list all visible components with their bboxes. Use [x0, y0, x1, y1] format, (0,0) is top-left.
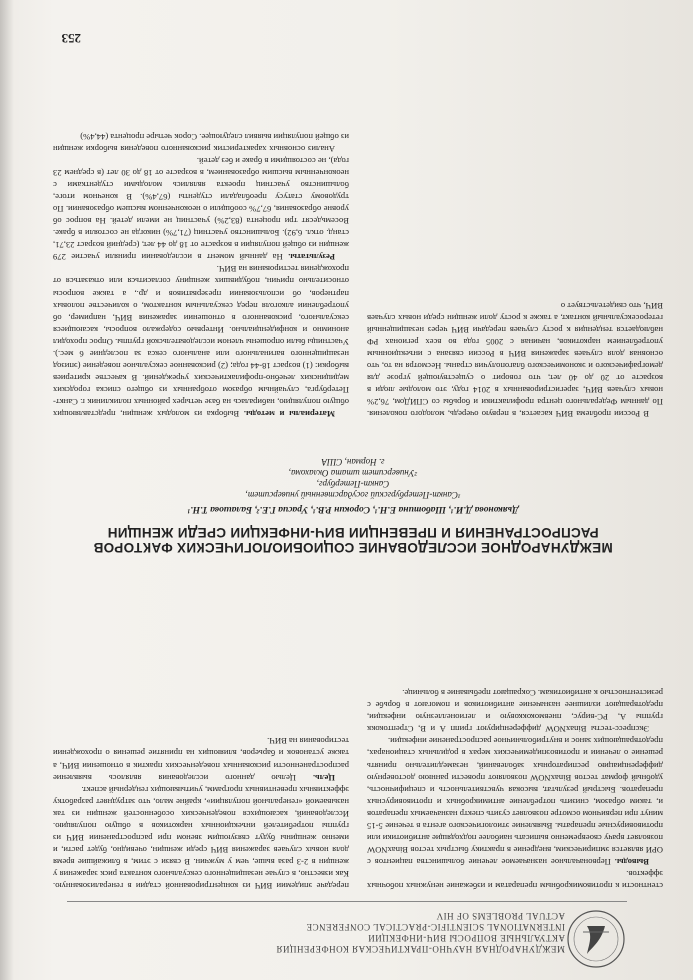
article2-right-para-1: Материалы и методы. Выборка из молодых женщин, представляющих общую популяцию, набиралась на базе четырех районных поликлиник г. Санкт-Петербурга, случайным образом отобранных из общего списка городских медицинских лечебно-профилактических учреждений. В качестве критериев выборки: (1) возраст 18-44 года; (2) рискованное сексуальное поведение (эпизод незащищенного вагинального или анального секса за последние 6 мес.). Участницы были опрошены членом исследовательской группы. Опрос проходил анонимно и конфиденциально. Интервью содержало вопросы, касающиеся сексуального, рискованного в отношении заражения ВИЧ, например, об употреблении алкоголя перед сексуальным контактом, о количестве половых партнеров, об использовании презервативов и др., а также вопросы относительно причин, побудивших женщину согласиться или отказаться от прохождения тестирования на ВИЧ. — [53, 264, 349, 419]
conference-logo-icon — [565, 906, 627, 972]
article2-title: МЕЖДУНАРОДНОЕ ИССЛЕДОВАНИЕ СОЦИОБИОЛОГИЧЕСКИХ ФАКТОРОВ РАСПРОСТРАНЕНИЯ И ПРЕВЕНЦИИ ВИЧ-ИНФЕКЦИИ СРЕДИ ЖЕНЩИН — [93, 525, 613, 555]
header-text — [85, 910, 565, 954]
header-line-2: АКТУАЛЬНЫЕ ВОПРОСЫ ВИЧ-ИНФЕКЦИИ — [367, 933, 565, 943]
article2-right-para-3: Анализ основных характеристик рискованного поведения выборки женщин из общей популяции выявил следующее. Сорок четыре процента (44,4%) — [53, 131, 349, 154]
header-line-4: ACTUAL PROBLEMS OF HIV — [436, 911, 565, 921]
article2-right-column — [53, 131, 349, 420]
article1-right-para-1: передаче эпидемии ВИЧ из концентрированной стадии в генерализованную. Как известно, в случае незащищенного сексуального контакта риск заражения у женщин в 2-3 раза выше, чем у мужчин. В связи с этим, в ближайшие время доля новых случаев заражения ВИЧ среди женщин, очевидно, будет расти, и именно женщины будут связующим звеном при распространении ВИЧ из группы потребителей инъекционных наркотиков в общую популяцию. Исследований, касающихся поведенческих особенностей женщин из так называемой «генеральной популяции», крайне мало, что затрудняет разработку эффективных превентивных программ, учитывающих гендерный аспект. — [53, 784, 349, 891]
article2-authors: Дьяконова Д.И.¹, Шаботина Е.Н.¹, Сорокин Р.В.¹, Урасиа Г.Е.², Балашова Т.Н.¹ — [187, 504, 519, 514]
article1-left-para-2: Выводы. Первоначальное назначаемое лечение большинства пациентов с ОРИ является эмпирическим, внедрение в практику быстрых тестов BinaxNOW позволяет врачу своевременно выписать наиболее подходящие антибиотики или противовирусные препараты. Выявление этиологического агента в течение 5-15 минут при первичном осмотре позволяет сузить спектр назначаемых препаратов и, таким образом, снизить потребление антимикробных и противовирусных препаратов. Быстрый результат, высокая чувствительность и специфичность, удобный формат тестов BinaxNOW позволяют провести раннюю достоверную дифференциацию респираторных заболеваний, незамедлительно принять решение о лечении и противоэпидемических мерах в родильных стационарах, предотвращающих занос и внутрибольничное распространение инфекции. — [367, 736, 663, 867]
article2-left-column — [367, 300, 663, 420]
header-rule — [67, 901, 627, 902]
affiliation-2: Санкт-Петербург, — [316, 479, 390, 489]
conference-header — [67, 902, 627, 972]
section-lead: Выводы. — [614, 856, 649, 867]
header-line-3: INTERNATIONAL SCIENTIFIC-PRACTICAL CONFERENCE — [306, 922, 565, 932]
section-lead: Материалы и методы. — [243, 409, 335, 419]
article1-left-para-1: стентности к противомикробным препаратам и избежание ненужных побочных эффектов. — [367, 868, 663, 891]
article1-right-para-2: Цель. Целью данного исследования являлось выявление распространенности рискованных поведенческих практик в отношении ВИЧ, а также установок и барьеров, влияющих на принятие решения о прохождении тестирования на ВИЧ. — [53, 736, 349, 783]
affiliation-3: ²Университет штата Оклахома, — [288, 468, 418, 478]
article2-affiliations — [43, 456, 663, 500]
article1-left-column — [367, 687, 663, 892]
article1-left-para-3: Экспресс-тесты BinaxNOW дифференцируют грипп А и В, Стрептококк группы А, РС-вирус, пневмококковую и легионеллезную инфекции, предотвращают излишнее назначение антибиотиков и помогают в борьбе с резистентностью к антибиотикам. Сокращают пребывание в больнице. — [367, 688, 663, 735]
affiliation-1: ¹Санкт-Петербургский государственный университет, — [245, 490, 461, 500]
section-lead: Цель. — [312, 772, 335, 783]
page-number: 253 — [61, 31, 81, 46]
affiliation-4: г. Норман, США — [321, 457, 385, 467]
article2-right-para-2: Результаты. На данный момент в исследовании приняли участие 279 женщин из общей популяции в возрасте от 18 до 44 лет, (средний возраст 23,71, станд. откл. 6,92). Большинство участниц (71,7%) никогда не состояли в браке. Восемьдесят три процента (83,2%) участниц не имели детей. На вопрос об уровне образования, 67,7% сообщили о неоконченном высшем образовании. По трудовому статусу преобладали студенты (67,4%). В конечном итоге, большинство участниц проекта являлись молодыми студентками с неоконченным высшим образованием, в возрасте от 18 до 30 лет (в среднем 23 года), не состоящими в браке и без детей. — [53, 156, 349, 263]
article2-left-para-1: В России проблема ВИЧ касается, в первую очередь, молодого поколения. По данным Федерального центра профилактики и борьбы со СПИДом, 76,2% новых случаев ВИЧ, зарегистрированных в 2014 году, это молодые люди в возрасте от 20 до 40 лет, что говорит о существующей угрозе для демографического и экономического благополучия страны. Несмотря на то, что основная доля случаев заражения ВИЧ в России связана с инъекционным употреблением наркотиков, начиная с 2005 года во всех регионах РФ наблюдается тенденция к росту случаев передачи ВИЧ через незащищенный гетеросексуальный контакт, а также к росту доли женщин среди новых случаев ВИЧ, что свидетельствует о — [367, 300, 663, 419]
article2-title-block — [43, 456, 663, 555]
article1-right-column — [53, 735, 349, 892]
header-line-1: МЕЖДУНАРОДНАЯ НАУЧНО-ПРАКТИЧЕСКАЯ КОНФЕРЕНЦИЯ — [275, 944, 565, 954]
section-lead: Результаты. — [288, 252, 335, 263]
